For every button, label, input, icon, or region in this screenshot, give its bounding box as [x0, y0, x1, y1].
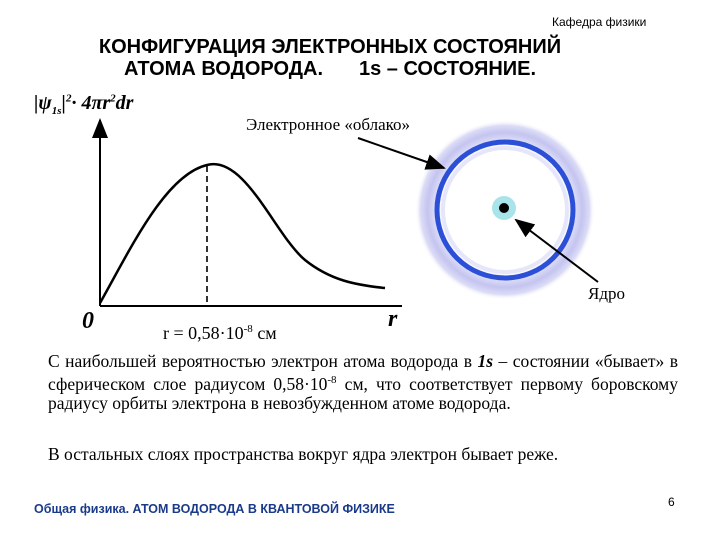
title-line-2b: 1s – СОСТОЯНИЕ. [359, 58, 537, 80]
y-axis-label: $|\psi_{1s}|^2\cdot 4\pi r^2dr$ [34, 92, 134, 117]
title-line-2a: АТОМА ВОДОРОДА. [123, 58, 323, 80]
footer-text: Общая физика. АТОМ ВОДОРОДА В КВАНТОВОЙ ФИЗИКЕ [34, 502, 395, 516]
department-label: Кафедра физики [552, 15, 647, 29]
probability-curve [100, 164, 385, 303]
title-line-1: КОНФИГУРАЦИЯ ЭЛЕКТРОННЫХ СОСТОЯНИЙ [98, 36, 562, 58]
page-number: 6 [668, 495, 675, 509]
cloud-label: Электронное «облако» [246, 115, 411, 134]
origin-label: 0 [82, 308, 94, 334]
x-axis-label: r [388, 306, 398, 332]
paragraph-1: С наибольшей вероятностью электрон атома водорода в 1s – состоянии «бывает» в сферическом слое радиусом $0,58\cdot 10^{-8}$ см, что соответствует первому боровскому радиусу орбиты электрона в невозбужденном атоме водорода. [48, 351, 678, 413]
paragraph-2: В остальных слоях пространства вокруг ядра электрон бывает реже. [48, 444, 559, 464]
nucleus-label: Ядро [588, 284, 625, 303]
nucleus [499, 203, 509, 213]
cloud-pointer-arrow [358, 138, 444, 168]
radius-label: $r = 0,58\cdot 10^{-8}$ см [163, 323, 277, 343]
